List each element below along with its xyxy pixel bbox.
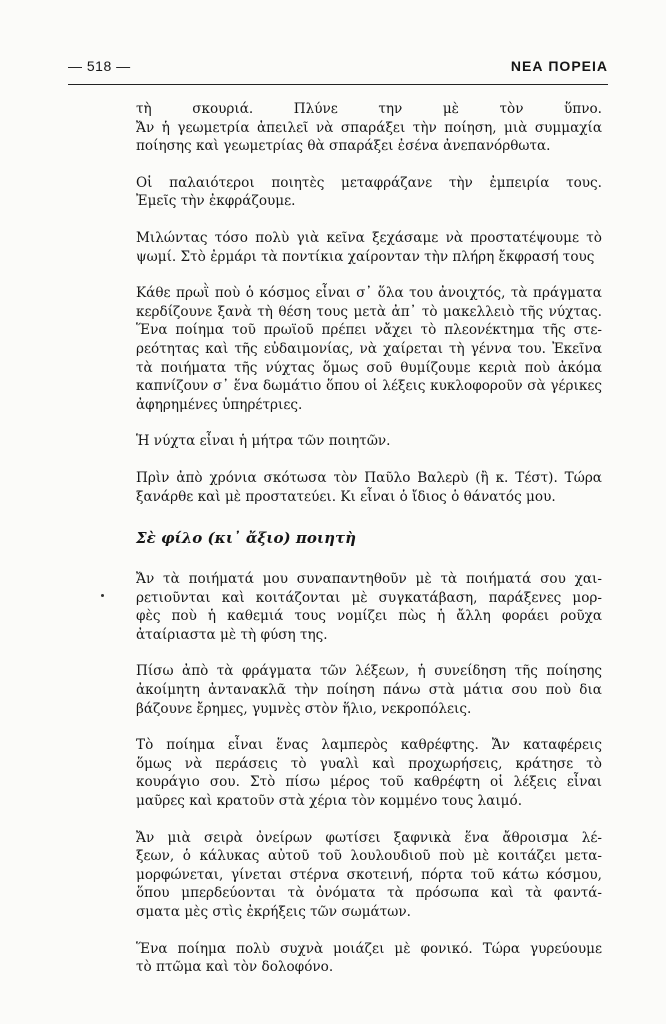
text-line: τὰ ποιήματα τῆς νύχτας ὅμως σοῦ θυμίζουμε κεριὰ ποὺ ἀκόμα — [136, 359, 602, 376]
paragraph — [136, 736, 602, 810]
text-line: ξανάρθε καὶ μὲ προστατεύει. Κι εἶναι ὁ ἴδιος ὁ θάνατός μου. — [136, 488, 556, 505]
text-line: Κάθε πρωῒ ποὺ ὁ κόσμος εἶναι σ᾽ ὅλα του ἀνοιχτός, τὰ πράγματα — [136, 285, 602, 302]
text-line: ψωμί. Στὸ ἐρμάρι τὰ ποντίκια χαίρονταν τὴν πλήρη ἔκφρασή τους — [136, 248, 595, 265]
text-line: καπνίζουν σ᾽ ἕνα δωμάτιο ὅπου οἱ λέξεις κυκλοφοροῦν σὰ γέρικες — [136, 378, 602, 395]
text-line: μαῦρες καὶ κρατοῦν στὰ χέρια τὸν κομμένο τους λαιμό. — [136, 793, 523, 810]
paragraph — [136, 432, 602, 451]
paragraph — [136, 570, 602, 644]
text-line: ἀκοίμητη ἀντανακλᾶ τὴν ποίηση πάνω στὰ μάτια σου ποὺ δια — [136, 682, 602, 699]
ink-speck — [101, 594, 104, 597]
text-line: Μιλώντας τόσο πολὺ γιὰ κεῖνα ξεχάσαμε νὰ προστατέψουμε τὸ — [136, 229, 602, 246]
paragraph — [136, 174, 602, 211]
text-line: ἀταίριαστα μὲ τὴ φύση της. — [136, 626, 328, 643]
text-line: ποίησης καὶ γεωμετρίας θὰ σπαράξει ἐσένα ἀνεπανόρθωτα. — [136, 138, 551, 155]
text-line: Πίσω ἀπὸ τὰ φράγματα τῶν λέξεων, ἡ συνείδηση τῆς ποίησης — [136, 663, 602, 680]
text-line: βάζουνε ἔρημες, γυμνὲς στὸν ἥλιο, νεκροπόλεις. — [136, 700, 472, 717]
text-line: Τὸ ποίημα εἶναι ἕνας λαμπερὸς καθρέφτης. Ἄν καταφέρεις — [136, 737, 602, 754]
text-line: κουράγιο σου. Στὸ πίσω μέρος τοῦ καθρέφτη οἱ λέξεις εἶναι — [136, 774, 602, 791]
text-line: ρεότητας καὶ τῆς εὐδαιμονίας, νὰ χαίρεται τὴ γέννα του. Ἐκεῖνα — [136, 340, 602, 357]
text-line: Ἄν ἡ γεωμετρία ἀπειλεῖ νὰ σπαράξει τὴν ποίηση, μιὰ συμμαχία — [136, 119, 602, 136]
text-line: ὅπου μπερδεύονται τὰ ὀνόματα τὰ πρόσωπα καὶ τὰ φαντά- — [136, 885, 602, 902]
text-line: τὴ σκουριά. Πλύνε την μὲ τὸν ὕπνο. — [136, 101, 602, 117]
text-line: Ἡ νύχτα εἶναι ἡ μήτρα τῶν ποιητῶν. — [136, 433, 391, 450]
paragraph — [136, 229, 602, 266]
section-heading: Σὲ φίλο (κι᾽ ἄξιο) ποιητὴ — [136, 529, 356, 548]
text-line: Ἄν μιὰ σειρὰ ὀνείρων φωτίσει ξαφνικὰ ἕνα ἄθροισμα λέ- — [136, 829, 602, 846]
text-block-1 — [136, 100, 602, 524]
text-line: Οἱ παλαιότεροι ποιητὲς μεταφράζανε τὴν ἐμπειρία τους. — [136, 174, 602, 191]
text-line: σματα μὲς στὶς ἐκρήξεις τῶν σωμάτων. — [136, 904, 411, 920]
text-line: φὲς ποὺ ἡ καθεμιά τους νομίζει πὼς ἡ ἄλλη φοράει ροῦχα — [136, 608, 602, 625]
paragraph — [136, 469, 602, 506]
text-line: Ἕνα ποίημα τοῦ πρωϊοῦ πρέπει νἄχει τὸ πλεονέκτημα τῆς στε- — [136, 322, 602, 339]
page-number: — 518 — — [68, 58, 131, 74]
text-line: Πρὶν ἀπὸ χρόνια σκότωσα τὸν Παῦλο Βαλερὺ (ἢ κ. Τέστ). Τώρα — [136, 469, 602, 486]
text-line: ἀφηρημένες ὑπηρέτριες. — [136, 396, 303, 413]
paragraph — [136, 662, 602, 718]
paragraph — [136, 100, 602, 156]
text-line: τὸ πτῶμα καὶ τὸν δολοφόνο. — [136, 959, 334, 976]
text-block-2 — [136, 570, 602, 995]
running-header — [68, 54, 608, 85]
paragraph — [136, 829, 602, 922]
text-line: μορφώνεται, γίνεται στέρνα σκοτεινή, πόρτα τοῦ κάτω κόσμου, — [136, 866, 602, 883]
page-body — [136, 100, 602, 995]
text-line: Ἄν τὰ ποιήματά μου συναπαντηθοῦν μὲ τὰ ποιήματά σου χαι- — [136, 571, 602, 588]
text-line: Ἐμεῖς τὴν ἐκφράζουμε. — [136, 193, 296, 210]
text-line: κερδίζουνε ξανὰ τὴ θέση τους μετὰ ἀπ᾽ τὸ μακελλειὸ τῆς νύχτας. — [136, 303, 602, 320]
text-line: ὅμως νὰ περάσεις τὸ γυαλὶ καὶ προχωρήσεις, κράτησε τὸ — [136, 755, 602, 772]
paragraph — [136, 940, 602, 977]
text-line: ρετιοῦνται καὶ κοιτάζονται μὲ συγκατάβαση, παράξενες μορ- — [136, 589, 602, 606]
text-line: Ἕνα ποίημα πολὺ συχνὰ μοιάζει μὲ φονικό. Τώρα γυρεύουμε — [136, 940, 602, 957]
text-line: ξεων, ὁ κάλυκας αὐτοῦ τοῦ λουλουδιοῦ ποὺ μὲ κοιτάζει μετα- — [136, 848, 602, 865]
paragraph — [136, 284, 602, 414]
journal-title: ΝΕΑ ΠΟΡΕΙΑ — [510, 58, 608, 74]
